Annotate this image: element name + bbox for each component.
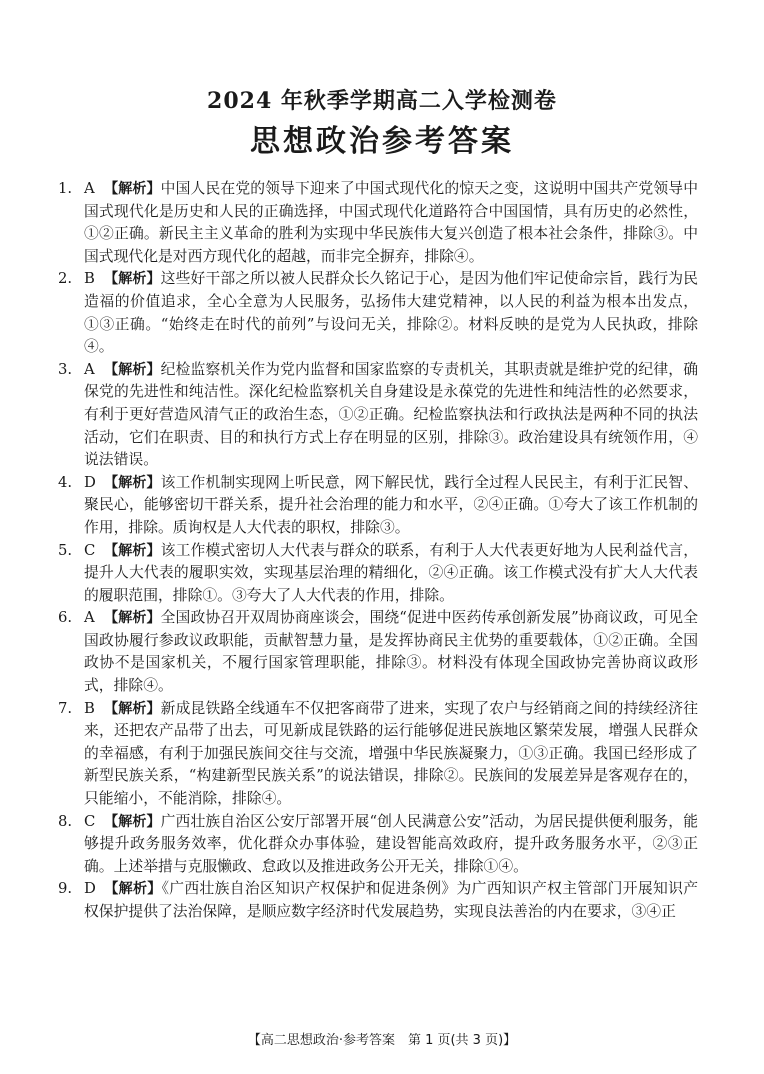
answer-choice: B [84,270,95,288]
question-number: 5. [58,541,73,559]
question-number: 6. [58,609,73,627]
analysis-tag: 【解析】 [104,813,161,830]
analysis-text: 新成昆铁路全线通车不仅把客商带了进来，实现了农户与经销商之间的持续经济往来，还把农产品带了出去，可见新成昆铁路的运行能够促进民族地区繁荣发展，增强人民群众的幸福感，有利于加强民族间交往与交流，增强中华民族凝聚力，①③正确。我国已经形成了新型民族关系，“构建新型民族关系”的说法错误，排除②。民族间的发展差异是客观存在的，只能缩小，不能消除，排除④。 [84,699,698,808]
analysis-tag: 【解析】 [104,361,161,378]
answer-item-9 [58,878,698,923]
analysis-text: 《广西壮族自治区知识产权保护和促进条例》为广西知识产权主管部门开展知识产权保护提供了法治保障，是顺应数字经济时代发展趋势，实现良法善治的内在要求，③④正 [84,880,698,920]
analysis-tag: 【解析】 [104,181,161,197]
answer-choice: A [84,360,95,378]
answer-item-6 [58,607,698,697]
answer-choice: A [84,609,95,627]
question-number: 3. [58,360,73,378]
question-number: 7. [58,699,73,717]
analysis-text: 广西壮族自治区公安厅部署开展“创人民满意公安”活动，为居民提供便利服务，能够提升政务服务效率，优化群众办事体验，建设智能高效政府，提升政务服务水平，②③正确。上述举措与克服懒政、怠政以及推进政务公开无关，排除①④。 [84,812,698,875]
analysis-tag: 【解析】 [104,881,162,898]
answer-item-7 [58,698,698,811]
question-number: 4. [58,473,73,491]
answer-list [58,178,698,924]
answer-item-2 [58,268,698,358]
analysis-text: 该工作模式密切人大代表与群众的联系，有利于人大代表更好地为人民利益代言，提升人大代表的履职实效，实现基层治理的精细化，②④正确。该工作模式没有扩大人大代表的履职范围，排除①。③夸大了人大代表的作用，排除。 [84,541,698,604]
analysis-text: 全国政协召开双周协商座谈会，围绕“促进中医药传承创新发展”协商议政，可见全国政协履行参政议政职能，贡献智慧力量，是发挥协商民主优势的重要载体，①②正确。全国政协不是国家机关，不履行国家管理职能，排除③。材料没有体现全国政协完善协商议政形式，排除④。 [84,609,698,695]
page-footer: 【高二思想政治·参考答案 第 1 页(共 3 页)】 [247,1033,517,1048]
answer-choice: A [84,180,95,197]
answer-choice: C [84,541,96,559]
answer-item-8 [58,811,698,879]
analysis-tag: 【解析】 [104,610,161,627]
question-number: 1. [58,180,73,197]
answer-key-title: 思想政治参考答案 [250,124,514,159]
exam-title: 2024 年秋季学期高二入学检测卷 [207,88,557,114]
analysis-text: 该工作机制实现网上听民意，网下解民忧，践行全过程人民民主，有利于汇民智、聚民心，能够密切干群关系，提升社会治理的能力和水平，②④正确。①夸大了该工作机制的作用，排除。质询权是人大代表的职权，排除③。 [84,473,698,536]
answer-choice: C [84,812,96,830]
question-number: 8. [58,812,73,830]
analysis-tag: 【解析】 [104,271,161,288]
analysis-tag: 【解析】 [104,474,161,491]
answer-item-1 [58,178,698,268]
answer-item-3 [58,359,698,472]
answer-item-4 [58,472,698,540]
analysis-text: 这些好干部之所以被人民群众长久铭记于心，是因为他们牢记使命宗旨，践行为民造福的价值追求，全心全意为人民服务，弘扬伟大建党精神，以人民的利益为根本出发点，①③正确。“始终走在时代的前列”与设问无关，排除②。材料反映的是党为人民执政，排除④。 [84,270,698,356]
question-number: 2. [58,270,73,288]
analysis-text: 中国人民在党的领导下迎来了中国式现代化的惊天之变，这说明中国共产党领导中国式现代化是历史和人民的正确选择，中国式现代化道路符合中国国情，具有历史的必然性，①②正确。新民主主义革命的胜利为实现中华民族伟大复兴创造了根本社会条件，排除③。中国式现代化是对西方现代化的超越，而非完全摒弃，排除④。 [84,180,698,265]
answer-choice: B [84,699,95,717]
analysis-text: 纪检监察机关作为党内监督和国家监察的专责机关，其职责就是维护党的纪律，确保党的先进性和纯洁性。深化纪检监察机关自身建设是永葆党的先进性和纯洁性的必然要求，有利于更好营造风清气正的政治生态，①②正确。纪检监察执法和行政执法是两种不同的执法活动，它们在职责、目的和执行方式上存在明显的区别，排除③。政治建设具有统领作用，④说法错误。 [84,360,698,469]
question-number: 9. [58,880,73,898]
answer-choice: D [84,880,96,898]
answer-item-5 [58,540,698,608]
answer-choice: D [84,473,96,491]
analysis-tag: 【解析】 [104,700,161,717]
analysis-tag: 【解析】 [104,542,161,559]
